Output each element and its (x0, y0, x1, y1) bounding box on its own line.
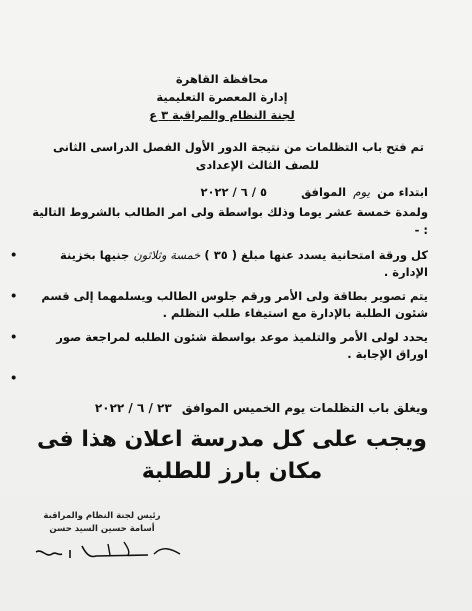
committee-name: لجنة النظام والمراقبة ٣ ع (149, 108, 295, 122)
list-item (10, 329, 428, 363)
notice-line-1: ويجب على كل مدرسة اعلان هذا فى (37, 427, 427, 452)
condition-text: يتم تصوير بطاقة ولى الأمر ورقم جلوس الطالب ويسلمهما إلى قسم شئون الطلبة بالإدارة مع استيفاء طلب التظلم . (41, 289, 428, 320)
letterhead (147, 70, 297, 124)
fee-text-before: كل ورقة امتحانية يسدد عنها مبلغ ( (231, 248, 428, 262)
notice-line-2: مكان بارز للطلبة (141, 459, 323, 484)
handwritten-day: يوم (353, 185, 371, 199)
period-text: ولمدة خمسة عشر يوما وذلك بواسطة ولى امر الطالب بالشروط التالية : - (32, 205, 428, 237)
start-date: ٥ / ٦ / ٢٠٢٢ (200, 185, 268, 199)
grade-line: للصف الثالث الإعدادى (195, 158, 319, 172)
closing-line (28, 399, 428, 417)
condition-text: يحدد لولى الأمر والتلميذ موعد بواسطة شئون الطلبه لمراجعة صور اوراق الإجابة . (56, 330, 428, 361)
start-date-row (28, 183, 428, 201)
fee-text-middle: ) (204, 248, 210, 262)
list-item (10, 288, 428, 322)
bullet-icon: • (10, 371, 18, 385)
bullet-icon: • (10, 289, 18, 303)
intro-line: تم فتح باب التظلمات من نتيجة الدور الأول الفصل الدراسى الثانى (52, 140, 424, 154)
signatory-title: رئيس لجنة النظام والمراقبة (43, 511, 161, 521)
list-item (10, 370, 428, 387)
corresponding-label: الموافق (301, 185, 347, 199)
governorate-name: محافظة القاهرة (175, 72, 269, 86)
fee-text-after: جنيها بخزينة الإدارة . (59, 248, 428, 279)
signatory-name: أسامة حسين السيد حسن (49, 524, 155, 534)
list-item (10, 247, 428, 281)
closing-text: ويغلق باب التظلمات يوم الخميس الموافق (181, 401, 428, 415)
bullet-icon: • (10, 248, 18, 262)
school-notice (32, 424, 432, 488)
handwritten-signature-icon (30, 528, 190, 568)
conditions-list (10, 247, 428, 394)
administration-name: إدارة المعصرة التعليمية (156, 90, 288, 104)
announcement-intro (34, 138, 424, 174)
start-label: ابتداء من (377, 185, 428, 199)
fee-words-handwritten: خمسة وثلاثون (133, 248, 201, 262)
closing-date: ٢٣ / ٦ / ٢٠٢٢ (94, 401, 172, 415)
fee-amount: ٣٥ (213, 248, 228, 262)
bullet-icon: • (10, 330, 18, 344)
